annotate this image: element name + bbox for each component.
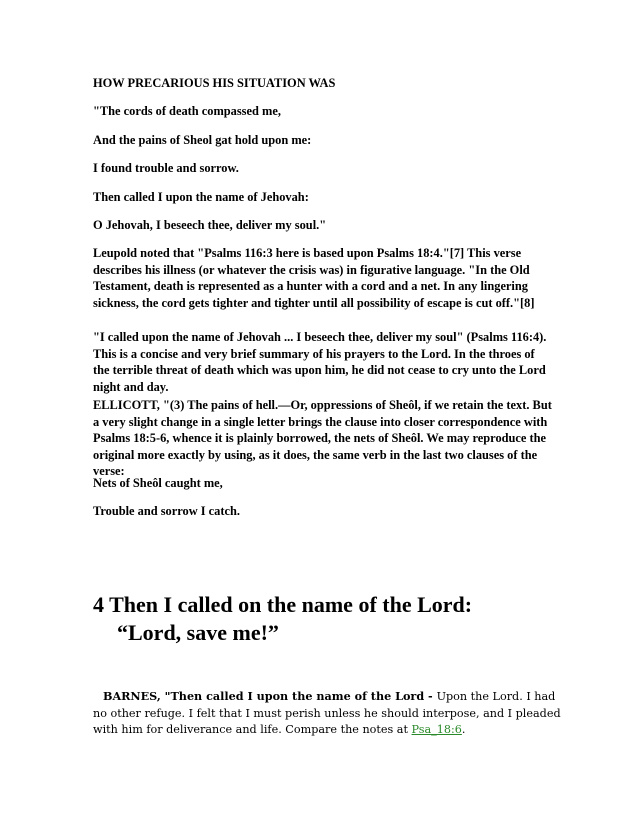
barnes-commentary: [93, 688, 563, 739]
summary-paragraph: "I called upon the name of Jehovah ... I beseech thee, deliver my soul" (Psalms 116:4). This is a concise and very brief summary of his prayers to the Lord. In the throes of the terrible threat of death which was upon him, he did not cease to cry unto the Lord night and day.: [93, 330, 547, 394]
quote-line: Nets of Sheôl caught me,: [93, 476, 223, 490]
quote-line: Trouble and sorrow I catch.: [93, 504, 240, 518]
scripture-link[interactable]: Psa_18:6: [411, 723, 462, 736]
verse-heading: [93, 591, 593, 647]
ellicott-paragraph: ELLICOTT, "(3) The pains of hell.—Or, oppressions of Sheôl, if we retain the text. But a very slight change in a single letter brings the clause into closer correspondence with Psalms 18:5-6, whence it is plainly borrowed, the nets of Sheôl. We may reproduce the original more exactly by using, as it does, the same verb in the last two clauses of the verse:: [93, 398, 552, 478]
quote-line: O Jehovah, I beseech thee, deliver my soul.": [93, 218, 327, 232]
quote-line: Then called I upon the name of Jehovah:: [93, 190, 309, 204]
verse-heading-line2: “Lord, save me!”: [117, 620, 279, 645]
commentary-body: Upon the Lord. I had no other refuge. I felt that I must perish unless he should interpose, and I pleaded with him for deliverance and life. Compare the notes at: [93, 690, 561, 736]
section-heading: HOW PRECARIOUS HIS SITUATION WAS: [93, 76, 336, 90]
quote-line: And the pains of Sheol gat hold upon me:: [93, 133, 312, 147]
quote-line: I found trouble and sorrow.: [93, 161, 239, 175]
verse-heading-line1: 4 Then I called on the name of the Lord:: [93, 592, 473, 617]
commentary-lead: BARNES, "Then called I upon the name of the Lord -: [103, 689, 437, 703]
leupold-paragraph: Leupold noted that "Psalms 116:3 here is based upon Psalms 18:4."[7] This verse describes his illness (or whatever the crisis was) in figurative language. "In the Old Testament, death is represented as a hunter with a cord and a net. In any lingering sickness, the cord gets tighter and tighter until all possibility of escape is cut off."[8]: [93, 246, 535, 310]
quote-line: "The cords of death compassed me,: [93, 104, 281, 118]
commentary-end: .: [461, 723, 466, 736]
